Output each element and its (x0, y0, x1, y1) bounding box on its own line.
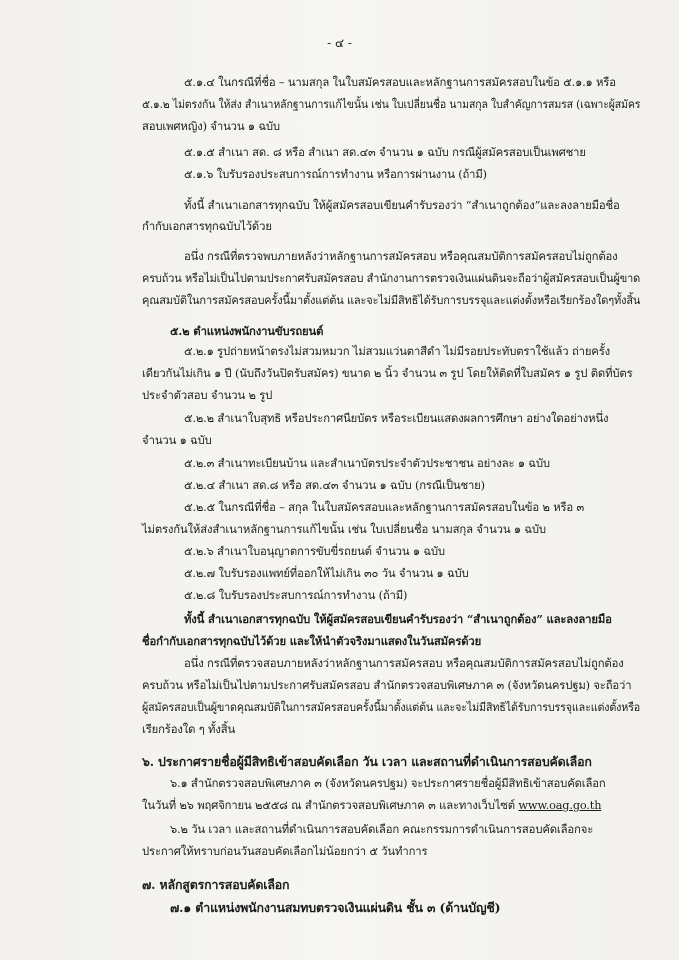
text-line (184, 479, 485, 493)
line-text: ๕.๒.๓ สำเนาทะเบียนบ้าน และสำเนาบัตรประจำตัวประชาชน อย่างละ ๑ ฉบับ (184, 457, 550, 470)
line-text: ๕.๒.๗ ใบรับรองแพทย์ที่ออกให้ไม่เกิน ๓๐ วัน จำนวน ๑ ฉบับ (184, 567, 469, 580)
line-text: จำนวน ๑ ฉบับ (142, 434, 212, 447)
website-link[interactable]: www.oag.go.th (518, 799, 602, 812)
line-text: ทั้งนี้ สำเนาเอกสารทุกฉบับ ให้ผู้สมัครสอบเขียนคำรับรองว่า “สำเนาถูกต้อง” และลงลายมือ (184, 612, 612, 626)
line-text: ๗. หลักสูตรการสอบคัดเลือก (142, 877, 290, 892)
text-line (184, 199, 620, 213)
line-text: คุณสมบัติในการสมัครสอบครั้งนี้มาตั้งแต่ต้น และจะไม่มีสิทธิได้รับการบรรจุและแต่งตั้งหรือเรียกร้องใดๆทั้งสิ้น (142, 294, 641, 307)
section-heading (142, 878, 289, 892)
line-text: ไม่ตรงกันให้ส่งสำเนาหลักฐานการแก้ไขนั้น เช่น ใบเปลี่ยนชื่อ นามสกุล จำนวน ๑ ฉบับ (142, 523, 546, 536)
text-line (142, 799, 601, 813)
line-text: ครบถ้วน หรือไม่เป็นไปตามประกาศรับสมัครสอบ สำนักงานการตรวจเงินแผ่นดินจะถือว่าผู้สมัครสอบเป็นผู้ขาด (142, 272, 641, 285)
line-text: อนึ่ง กรณีที่ตรวจสอบภายหลังว่าหลักฐานการสมัครสอบ หรือคุณสมบัติการสมัครสอบไม่ถูกต้อง (184, 657, 624, 670)
line-text: ในวันที่ ๒๖ พฤศจิกายน ๒๕๕๘ ณ สำนักตรวจสอบพิเศษภาค ๓ และทางเว็บไซต์ (142, 799, 515, 812)
text-line (142, 98, 640, 112)
text-line (142, 220, 272, 234)
text-line (142, 120, 280, 134)
line-text: สอบเพศหญิง) จำนวน ๑ ฉบับ (142, 120, 280, 133)
line-text: ๕.๒ ตำแหน่งพนักงานขับรถยนต์ (170, 324, 324, 338)
text-line (184, 567, 469, 581)
line-text: ๕.๒.๕ ในกรณีที่ชื่อ – สกุล ในใบสมัครสอบและหลักฐานการสมัครสอบในข้อ ๒ หรือ ๓ (184, 501, 585, 514)
line-text: ๕.๑.๖ ใบรับรองประสบการณ์การทำงาน หรือการผ่านงาน (ถ้ามี) (184, 168, 487, 181)
line-text: ชื่อกำกับเอกสารทุกฉบับไว้ด้วย และให้นำตัวจริงมาแสดงในวันสมัครด้วย (142, 634, 482, 648)
text-line (170, 324, 323, 338)
line-text: ครบถ้วน หรือไม่เป็นไปตามประกาศรับสมัครสอบ สำนักตรวจสอบพิเศษภาค ๓ (จังหวัดนครปฐม) จะถือว่า (142, 679, 632, 692)
section-heading (170, 901, 500, 915)
text-line (142, 679, 631, 693)
line-text: ผู้สมัครสอบเป็นผู้ขาดคุณสมบัติในการสมัครสอบครั้งนี้มาตั้งแต่ต้น และจะไม่มีสิทธิได้รับการบรรจุและแต่งตั้งหรือ (142, 701, 641, 714)
line-text: เดียวกันไม่เกิน ๑ ปี (นับถึงวันปิดรับสมัคร) ขนาด ๒ นิ้ว จำนวน ๓ รูป โดยให้ติดที่ใบสมัคร ๑ รูป ติดที่บัตร (142, 367, 633, 380)
text-line (142, 723, 235, 737)
line-text: กำกับเอกสารทุกฉบับไว้ด้วย (142, 220, 272, 233)
text-line (184, 657, 624, 671)
text-line (142, 272, 640, 286)
text-line (184, 345, 610, 359)
line-text: ๕.๑.๒ ไม่ตรงกัน ให้ส่ง สำเนาหลักฐานการแก้ไขนั้น เช่น ใบเปลี่ยนชื่อ นามสกุล ใบสำคัญการสมรส (เฉพาะผู้สมัคร (142, 98, 641, 111)
text-line (184, 168, 487, 182)
text-line (184, 250, 618, 264)
text-line (142, 523, 546, 537)
section-heading (142, 755, 592, 769)
line-text: ๖.๒ วัน เวลา และสถานที่ดำเนินการสอบคัดเลือก คณะกรรมการดำเนินการสอบคัดเลือกจะ (170, 823, 594, 836)
page-number: - ๔ - (327, 36, 352, 50)
text-line (170, 823, 593, 837)
text-line (170, 777, 606, 791)
line-text: ประจำตัวสอบ จำนวน ๒ รูป (142, 389, 273, 402)
text-line (142, 434, 212, 448)
text-line (142, 701, 640, 715)
line-text: ๕.๑.๕ สำเนา สด. ๘ หรือ สำเนา สด.๔๓ จำนวน ๑ ฉบับ กรณีผู้สมัครสอบเป็นเพศชาย (184, 146, 586, 159)
line-text: ๕.๒.๘ ใบรับรองประสบการณ์การทำงาน (ถ้ามี) (184, 589, 408, 602)
text-line (142, 294, 640, 308)
text-line (184, 76, 616, 90)
text-line (184, 412, 608, 426)
line-text: ๖. ประกาศรายชื่อผู้มีสิทธิเข้าสอบคัดเลือก วัน เวลา และสถานที่ดำเนินการสอบคัดเลือก (142, 754, 592, 769)
line-text: ๕.๒.๑ รูปถ่ายหน้าตรงไม่สวมหมวก ไม่สวมแว่นตาสีดำ ไม่มีรอยประทับตราใช้แล้ว ถ่ายครั้ง (184, 345, 610, 358)
line-text: ประกาศให้ทราบก่อนวันสอบคัดเลือกไม่น้อยกว่า ๕ วันทำการ (142, 845, 428, 858)
text-line (142, 634, 481, 648)
text-line (184, 146, 586, 160)
line-text: ทั้งนี้ สำเนาเอกสารทุกฉบับ ให้ผู้สมัครสอบเขียนคำรับรองว่า “สำเนาถูกต้อง”และลงลายมือชื่อ (184, 199, 620, 212)
text-line (184, 612, 612, 626)
line-text: เรียกร้องใด ๆ ทั้งสิ้น (142, 723, 236, 736)
text-line (184, 457, 550, 471)
line-text: ๕.๒.๒ สำเนาใบสุทธิ หรือประกาศนียบัตร หรือระเบียนแสดงผลการศึกษา อย่างใดอย่างหนึ่ง (184, 412, 609, 425)
line-text: ๖.๑ สำนักตรวจสอบพิเศษภาค ๓ (จังหวัดนครปฐม) จะประกาศรายชื่อผู้มีสิทธิเข้าสอบคัดเลือก (170, 777, 606, 790)
line-text: ๕.๑.๔ ในกรณีที่ชื่อ – นามสกุล ในใบสมัครสอบและหลักฐานการสมัครสอบในข้อ ๕.๑.๑ หรือ (184, 76, 616, 89)
line-text: ๕.๒.๖ สำเนาใบอนุญาตการขับขี่รถยนต์ จำนวน ๑ ฉบับ (184, 545, 445, 558)
text-line (142, 389, 272, 403)
line-text: ๗.๑ ตำแหน่งพนักงานสมทบตรวจเงินแผ่นดิน ชั้น ๓ (ด้านบัญชี) (170, 900, 501, 915)
line-text: อนึ่ง กรณีที่ตรวจพบภายหลังว่าหลักฐานการสมัครสอบ หรือคุณสมบัติการสมัครสอบไม่ถูกต้อง (184, 250, 618, 263)
text-line (184, 545, 445, 559)
text-line (184, 589, 407, 603)
text-line (184, 501, 584, 515)
text-line (142, 367, 633, 381)
text-line (142, 845, 427, 859)
line-text: ๕.๒.๔ สำเนา สด.๘ หรือ สด.๔๓ จำนวน ๑ ฉบับ (กรณีเป็นชาย) (184, 479, 485, 492)
